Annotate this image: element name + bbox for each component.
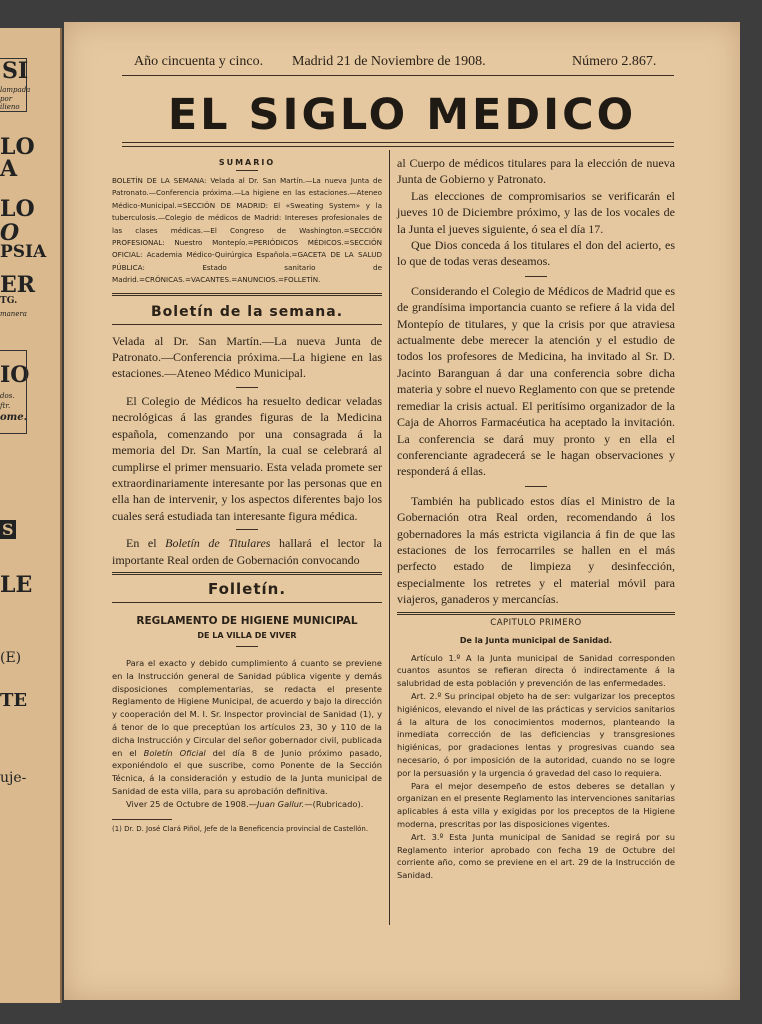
boletin-summary: Velada al Dr. San Martín.—La nueva Junta de Patronato.—Conferencia próxima.—La higiene en las estaciones.—Ateneo Médico Municipal. — [112, 333, 382, 381]
prev-fragment: por — [0, 95, 13, 103]
prev-fragment: S — [2, 520, 14, 539]
sumario-heading: SUMARIO — [218, 158, 276, 167]
ministro-paragraph: También ha publicado estos días el Ministro de la Gobernación otra Real orden, recomendando á los gobernadores la más estricta vigilancia á fin de que las estaciones de los ferrocarriles se hallen en el más perfecto estado de limpieza y desinfección, especialmente los retretes y el material móvil para viajeros, ganaderos y mercancías. — [397, 493, 675, 607]
elecciones-paragraph: Las elecciones de compromisarios se verificarán el jueves 10 de Diciembre próximo, y las de los vocales de la Junta el jueves siguiente, ó sea el día 17. — [397, 188, 675, 236]
masthead-number: Número 2.867. — [572, 54, 657, 69]
article-2: Art. 2.º Su principal objeto ha de ser: vulgarizar los preceptos higiénicos, elevando el nivel de las prácticas y servicios sanitarios á la altura de los conocimientos modernos, planteando la inmediata corrección de las deficiencias y transgresiones higiénicas, por gradaciones lentas y progresivas cuando sea necesario, ó por imposición de la autoridad, cuando no se logre por la persuasión y la urgencia ó gravedad del caso lo requiera. — [397, 690, 675, 778]
section-rule — [112, 572, 382, 575]
boletin-paragraph-2 — [112, 535, 382, 568]
masthead-year: Año cincuenta y cinco. — [134, 54, 264, 69]
section-rule — [112, 602, 382, 603]
prev-fragment: ilieno — [0, 103, 20, 111]
wish-paragraph: Que Dios conceda á los titulares el don del acierto, es lo que de todas veras deseamos. — [397, 238, 675, 269]
prev-fragment: uje- — [0, 770, 27, 786]
reglamento-subtitle: DE LA VILLA DE VIVER — [197, 630, 297, 640]
prev-fragment: ftr. — [0, 402, 11, 410]
prev-fragment: ER — [0, 272, 36, 298]
boletin-heading: Boletín de la semana. — [150, 303, 344, 320]
newspaper-page — [64, 22, 740, 1000]
continued-paragraph: al Cuerpo de médicos titulares para la elección de nueva Junta de Gobierno y Patronato. — [397, 156, 675, 187]
article-3: Art. 3.º Esta Junta municipal de Sanidad se regirá por su Reglamento interior aprobado con fecha 19 de Octubre del corriente año, como se previene en el art. 29 de la Instrucción de Sanidad. — [397, 831, 675, 881]
newspaper-title: EL SIGLO MEDICO — [167, 90, 637, 140]
reglamento-intro-post: del día 8 de Junio próximo pasado, exponiéndolo el que suscribe, como Ponente de la Sección Técnica, á la consideración y estudio de la Junta municipal de Sanidad de esta villa, para su aprobación definitiva. — [112, 747, 382, 796]
section-rule — [112, 293, 382, 296]
prev-fragment: LO — [0, 134, 35, 160]
prev-fragment: LO — [0, 196, 35, 222]
column-divider — [389, 150, 390, 925]
reglamento-intro-pre: Para el exacto y debido cumplimiento á cuanto se previene en la Instrucción general de Sanidad pública vigente y demás disposiciones complementarias, se redacta el presente Reglamento de Higiene Municipal, de acuerdo y bajo la dirección y cooperación del M. I. Sr. Inspector provincial de Sanidad (1), y á tenor de lo que preceptúan los artículos 23, 30 y 110 de la dicha Instrucción y Circular del señor gobernador civil, publicada en el — [112, 657, 382, 758]
reglamento-intro-italic: Boletín Oficial — [143, 747, 206, 758]
prev-fragment: SI — [2, 58, 29, 84]
prev-ad-box — [0, 350, 30, 434]
mejor-paragraph: Para el mejor desempeño de estos deberes se detallan y organizan en el presente Reglamento las intervenciones sanitarias aplicables á esta villa y exigidas por los preceptos de la Higiene moderna, prescritas por las disposiciones vigentes. — [397, 780, 675, 829]
section-rule — [112, 324, 382, 325]
capitulo-heading: CAPITULO PRIMERO — [490, 617, 582, 628]
prev-fragment: TE — [0, 690, 28, 711]
article-1: Artículo 1.º A la Junta municipal de Sanidad corresponden cuantos asuntos se refieran directa ó indirectamente á la salubridad de esta población y prevención de las enfermedades. — [397, 652, 675, 689]
separator — [236, 170, 258, 171]
separator — [236, 387, 258, 388]
boletin-p2-italic: Boletín de Titulares — [165, 536, 271, 551]
left-column — [112, 158, 382, 834]
signature-post: —(Rubricado). — [304, 798, 364, 809]
prev-fragment: dos. — [0, 392, 15, 400]
capitulo-subheading: De la Junta municipal de Sanidad. — [459, 635, 613, 645]
prev-fragment: PSIA — [0, 242, 47, 262]
colegio-paragraph: Considerando el Colegio de Médicos de Madrid que es de grandísima importancia cuanto se refiere á la vida del Montepío de titulares, y que la crisis por que atraviesa actualmente debe merecer la atención y el estudio de todos los profesores de Medicina, ha invitado al Sr. D. Jacinto Baranguan á dar una conferencia sobre dicha materia y sobre el nuevo Reglamento con que se pretende remediar la crisis actual. El peritísimo organizador de la Caja de Ahorros Farmacéutica ha aceptado la invitación. La conferencia se dará muy pronto y en ella el conferenciante agradecerá se le hagan observaciones y responderá á ellas. — [397, 283, 675, 479]
separator — [236, 529, 258, 530]
prev-fragment: ome. — [0, 412, 28, 423]
title-rule-top — [122, 142, 674, 143]
masthead-date: Madrid 21 de Noviembre de 1908. — [292, 54, 486, 69]
reglamento-signature — [112, 798, 382, 811]
footnote-rule — [112, 819, 172, 820]
separator — [236, 646, 258, 647]
footnote: (1) Dr. D. José Clará Piñol, Jefe de la Beneficencia provincial de Castellón. — [112, 824, 369, 833]
previous-page-edge — [0, 28, 62, 1003]
separator — [525, 276, 547, 277]
boletin-p2-post: hallará el lector la importante Real orden de Gobernación convocando — [112, 536, 382, 567]
folletin-heading: Folletín. — [207, 579, 287, 598]
prev-fragment: A — [0, 156, 18, 182]
signature-pre: Viver 25 de Octubre de 1908.— — [126, 798, 257, 809]
prev-fragment: (E) — [0, 650, 22, 666]
prev-fragment: lampada — [0, 86, 31, 94]
separator — [525, 486, 547, 487]
sumario-text: BOLETÍN DE LA SEMANA: Velada al Dr. San Martín.—La nueva Junta de Patronato.—Conferencia próxima.—La higiene en las estaciones.—Ateneo Médico-Municipal.=SECCIÓN DE MADRID: El «Sweating System» y la tuberculosis.—Colegio de médicos de Madrid: Intereses profesionales de las clases médicas.—El Congreso de Washington.=SECCIÓN PROFESIONAL: Nuestro Montepío.=PERIÓDICOS MÉDICOS.=SECCIÓN OFICIAL: Academia Médico-Quirúrgica Española.=GACETA DE LA SALUD PÚBLICA: Estado sanitario de Madrid.=CRÓNICAS.=VACANTES.=ANUNCIOS.=FOLLETÍN. — [112, 176, 382, 285]
prev-fragment: IO — [0, 362, 30, 388]
prev-fragment: manera — [0, 310, 27, 318]
prev-fragment: TG. — [0, 296, 18, 306]
prev-fragment: LE — [0, 572, 33, 598]
reglamento-title: REGLAMENTO DE HIGIENE MUNICIPAL — [136, 614, 358, 627]
title-rule-bottom — [122, 146, 674, 147]
right-column — [397, 155, 675, 882]
prev-fragment: O — [0, 220, 20, 246]
signature-italic: Juan Gallur. — [256, 798, 305, 809]
boletin-paragraph: El Colegio de Médicos ha resuelto dedicar veladas necrológicas á las grandes figuras de la Medicina española, comenzando por una consagrada á la memoria del Dr. San Martín, la cual se celebrará al cumplirse el primer mensuario. Esta velada promete ser extraordinariamente interesante por las personas que en ella han de intervenir, y los aspectos diferentes bajo los cuales será estudiada tan interesante figura médica. — [112, 393, 382, 523]
reglamento-intro — [112, 657, 382, 798]
section-rule — [397, 612, 675, 615]
masthead-rule — [122, 75, 674, 76]
boletin-p2-pre: En el — [126, 536, 166, 551]
